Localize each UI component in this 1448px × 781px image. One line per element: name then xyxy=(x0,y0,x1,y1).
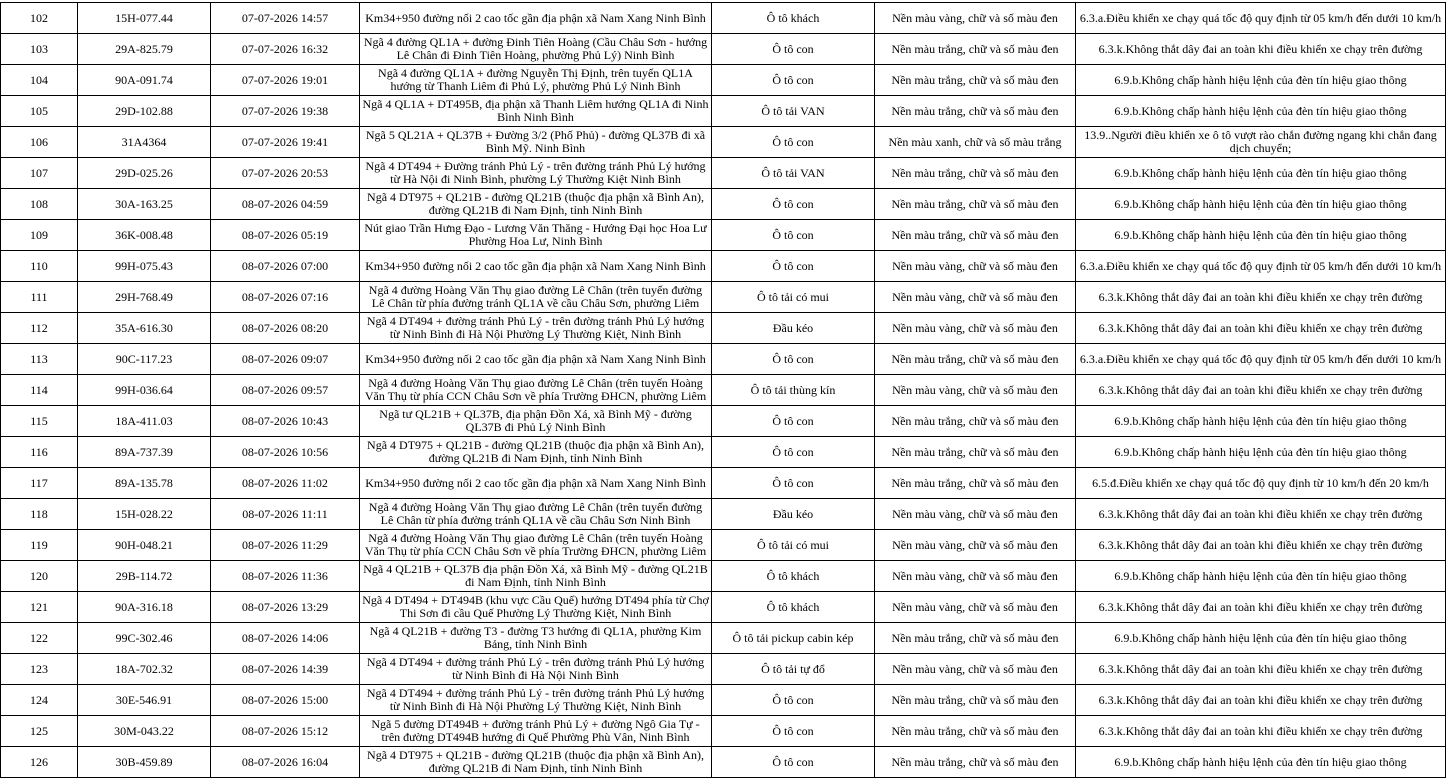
table-row xyxy=(1,716,1446,747)
violation-time-cell: 08-07-2026 14:06 xyxy=(211,623,360,654)
violation-description-cell: 6.3.k.Không thắt dây đai an toàn khi điều khiển xe chạy trên đường xyxy=(1076,592,1446,623)
table-row xyxy=(1,592,1446,623)
vehicle-type-cell: Ô tô con xyxy=(712,251,875,282)
violation-time-cell: 08-07-2026 15:12 xyxy=(211,716,360,747)
table-row xyxy=(1,127,1446,158)
license-plate-cell: 30M-043.22 xyxy=(78,716,211,747)
violation-location-cell: Ngã 4 đường Hoàng Văn Thụ giao đường Lê Chân (trên tuyến Hoàng Văn Thụ từ phía CCN Châu Sơn về phía Trường ĐHCN, phường Liêm xyxy=(360,375,712,406)
plate-color-cell: Nền màu trắng, chữ và số màu đen xyxy=(875,437,1076,468)
vehicle-type-cell: Ô tô tải có mui xyxy=(712,282,875,313)
row-number-cell: 105 xyxy=(1,96,78,127)
row-number-cell: 121 xyxy=(1,592,78,623)
violation-description-cell: 6.3.a.Điều khiển xe chạy quá tốc độ quy định từ 05 km/h đến dưới 10 km/h xyxy=(1076,251,1446,282)
violation-description-cell: 6.9.b.Không chấp hành hiệu lệnh của đèn tín hiệu giao thông xyxy=(1076,747,1446,778)
license-plate-cell: 99H-036.64 xyxy=(78,375,211,406)
violation-location-cell: Ngã 4 DT975 + QL21B - đường QL21B (thuộc địa phận xã Bình An), đường QL21B đi Nam Định, tỉnh Ninh Bình xyxy=(360,747,712,778)
table-row xyxy=(1,685,1446,716)
table-row xyxy=(1,530,1446,561)
row-number-cell: 112 xyxy=(1,313,78,344)
violation-description-cell: 6.9.b.Không chấp hành hiệu lệnh của đèn tín hiệu giao thông xyxy=(1076,65,1446,96)
vehicle-type-cell: Ô tô con xyxy=(712,685,875,716)
vehicle-type-cell: Ô tô tải tự đổ xyxy=(712,654,875,685)
plate-color-cell: Nền màu trắng, chữ và số màu đen xyxy=(875,406,1076,437)
violation-time-cell: 08-07-2026 09:07 xyxy=(211,344,360,375)
plate-color-cell: Nền màu trắng, chữ và số màu đen xyxy=(875,96,1076,127)
row-number-cell: 103 xyxy=(1,34,78,65)
table-row xyxy=(1,375,1446,406)
vehicle-type-cell: Ô tô con xyxy=(712,34,875,65)
plate-color-cell: Nền màu vàng, chữ và số màu đen xyxy=(875,499,1076,530)
license-plate-cell: 30A-163.25 xyxy=(78,189,211,220)
vehicle-type-cell: Ô tô con xyxy=(712,65,875,96)
plate-color-cell: Nền màu vàng, chữ và số màu đen xyxy=(875,282,1076,313)
table-row xyxy=(1,406,1446,437)
license-plate-cell: 18A-411.03 xyxy=(78,406,211,437)
table-row xyxy=(1,313,1446,344)
violation-description-cell: 6.3.k.Không thắt dây đai an toàn khi điều khiển xe chạy trên đường xyxy=(1076,499,1446,530)
row-number-cell: 122 xyxy=(1,623,78,654)
vehicle-type-cell: Ô tô con xyxy=(712,747,875,778)
violation-description-cell: 6.3.k.Không thắt dây đai an toàn khi điều khiển xe chạy trên đường xyxy=(1076,282,1446,313)
vehicle-type-cell: Ô tô tải pickup cabin kép xyxy=(712,623,875,654)
license-plate-cell: 30E-546.91 xyxy=(78,685,211,716)
table-row xyxy=(1,220,1446,251)
plate-color-cell: Nền màu trắng, chữ và số màu đen xyxy=(875,685,1076,716)
row-number-cell: 110 xyxy=(1,251,78,282)
license-plate-cell: 29B-114.72 xyxy=(78,561,211,592)
violation-time-cell: 07-07-2026 19:01 xyxy=(211,65,360,96)
violation-description-cell: 6.3.k.Không thắt dây đai an toàn khi điều khiển xe chạy trên đường xyxy=(1076,34,1446,65)
row-number-cell: 104 xyxy=(1,65,78,96)
violation-time-cell: 08-07-2026 11:29 xyxy=(211,530,360,561)
vehicle-type-cell: Ô tô con xyxy=(712,406,875,437)
plate-color-cell: Nền màu vàng, chữ và số màu đen xyxy=(875,251,1076,282)
violation-description-cell: 6.9.b.Không chấp hành hiệu lệnh của đèn tín hiệu giao thông xyxy=(1076,220,1446,251)
row-number-cell: 109 xyxy=(1,220,78,251)
violation-description-cell: 6.9.b.Không chấp hành hiệu lệnh của đèn tín hiệu giao thông xyxy=(1076,406,1446,437)
license-plate-cell: 31A4364 xyxy=(78,127,211,158)
violation-time-cell: 08-07-2026 07:00 xyxy=(211,251,360,282)
row-number-cell: 114 xyxy=(1,375,78,406)
table-row xyxy=(1,251,1446,282)
vehicle-type-cell: Ô tô tải có mui xyxy=(712,530,875,561)
table-row xyxy=(1,189,1446,220)
violations-table xyxy=(0,2,1446,778)
violation-time-cell: 08-07-2026 10:43 xyxy=(211,406,360,437)
row-number-cell: 107 xyxy=(1,158,78,189)
violation-time-cell: 08-07-2026 11:11 xyxy=(211,499,360,530)
violation-description-cell: 6.9.b.Không chấp hành hiệu lệnh của đèn tín hiệu giao thông xyxy=(1076,158,1446,189)
violation-location-cell: Km34+950 đường nối 2 cao tốc gần địa phận xã Nam Xang Ninh Bình xyxy=(360,468,712,499)
violation-description-cell: 6.3.k.Không thắt dây đai an toàn khi điều khiển xe chạy trên đường xyxy=(1076,313,1446,344)
table-row xyxy=(1,344,1446,375)
violation-location-cell: Km34+950 đường nối 2 cao tốc gần địa phận xã Nam Xang Ninh Bình xyxy=(360,251,712,282)
plate-color-cell: Nền màu trắng, chữ và số màu đen xyxy=(875,468,1076,499)
plate-color-cell: Nền màu trắng, chữ và số màu đen xyxy=(875,189,1076,220)
violation-location-cell: Ngã 5 QL21A + QL37B + Đường 3/2 (Phố Phủ) - đường QL37B đi xã Bình Mỹ. Ninh Bình xyxy=(360,127,712,158)
row-number-cell: 106 xyxy=(1,127,78,158)
license-plate-cell: 15H-077.44 xyxy=(78,3,211,34)
plate-color-cell: Nền màu vàng, chữ và số màu đen xyxy=(875,3,1076,34)
vehicle-type-cell: Ô tô tải VAN xyxy=(712,158,875,189)
violation-time-cell: 08-07-2026 07:16 xyxy=(211,282,360,313)
plate-color-cell: Nền màu trắng, chữ và số màu đen xyxy=(875,65,1076,96)
violation-time-cell: 08-07-2026 09:57 xyxy=(211,375,360,406)
violation-location-cell: Ngã 4 DT494 + đường tránh Phủ Lý - trên đường tránh Phủ Lý hướng từ Ninh Bình đi Hà Nội Phường Lý Thường Kiệt, Ninh Bình xyxy=(360,685,712,716)
violation-location-cell: Ngã 4 DT494 + đường tránh Phủ Lý - trên đường tránh Phủ Lý hướng từ Ninh Bình đi Hà Nội Ninh Bình xyxy=(360,654,712,685)
violation-location-cell: Ngã 4 DT494 + đường tránh Phủ Lý - trên đường tránh Phủ Lý hướng từ Ninh Bình đi Hà Nội Phường Lý Thường Kiệt, Ninh Bình xyxy=(360,313,712,344)
violation-description-cell: 6.9.b.Không chấp hành hiệu lệnh của đèn tín hiệu giao thông xyxy=(1076,189,1446,220)
vehicle-type-cell: Ô tô khách xyxy=(712,592,875,623)
violation-location-cell: Km34+950 đường nối 2 cao tốc gần địa phận xã Nam Xang Ninh Bình xyxy=(360,3,712,34)
license-plate-cell: 29D-025.26 xyxy=(78,158,211,189)
violation-time-cell: 08-07-2026 11:02 xyxy=(211,468,360,499)
violation-description-cell: 6.5.đ.Điều khiển xe chạy quá tốc độ quy định từ 10 km/h đến 20 km/h xyxy=(1076,468,1446,499)
table-row xyxy=(1,468,1446,499)
row-number-cell: 120 xyxy=(1,561,78,592)
violation-description-cell: 6.3.k.Không thắt dây đai an toàn khi điều khiển xe chạy trên đường xyxy=(1076,685,1446,716)
plate-color-cell: Nền màu trắng, chữ và số màu đen xyxy=(875,344,1076,375)
violation-description-cell: 13.9..Người điều khiển xe ô tô vượt rào chắn đường ngang khi chắn đang dịch chuyển; xyxy=(1076,127,1446,158)
violation-time-cell: 08-07-2026 15:00 xyxy=(211,685,360,716)
violation-time-cell: 08-07-2026 13:29 xyxy=(211,592,360,623)
violation-time-cell: 08-07-2026 05:19 xyxy=(211,220,360,251)
license-plate-cell: 90C-117.23 xyxy=(78,344,211,375)
violation-description-cell: 6.3.k.Không thắt dây đai an toàn khi điều khiển xe chạy trên đường xyxy=(1076,375,1446,406)
vehicle-type-cell: Đầu kéo xyxy=(712,313,875,344)
violation-time-cell: 07-07-2026 16:32 xyxy=(211,34,360,65)
license-plate-cell: 29A-825.79 xyxy=(78,34,211,65)
violation-time-cell: 07-07-2026 20:53 xyxy=(211,158,360,189)
vehicle-type-cell: Ô tô tải thùng kín xyxy=(712,375,875,406)
license-plate-cell: 90A-316.18 xyxy=(78,592,211,623)
vehicle-type-cell: Ô tô khách xyxy=(712,3,875,34)
row-number-cell: 126 xyxy=(1,747,78,778)
violation-location-cell: Ngã 4 QL1A + DT495B, địa phận xã Thanh Liêm hướng QL1A đi Ninh Bình Ninh Bình xyxy=(360,96,712,127)
row-number-cell: 124 xyxy=(1,685,78,716)
license-plate-cell: 35A-616.30 xyxy=(78,313,211,344)
violation-location-cell: Ngã 4 đường Hoàng Văn Thụ giao đường Lê Chân (trên tuyến đường Lê Chân từ phía đường tránh QL1A về cầu Châu Sơn Ninh Bình xyxy=(360,499,712,530)
violation-description-cell: 6.9.b.Không chấp hành hiệu lệnh của đèn tín hiệu giao thông xyxy=(1076,437,1446,468)
row-number-cell: 119 xyxy=(1,530,78,561)
violation-location-cell: Ngã 5 đường DT494B + đường tránh Phủ Lý + đường Ngô Gia Tự - trên đường DT494B hướng đi Quế Phường Phù Vân, Ninh Bình xyxy=(360,716,712,747)
violation-location-cell: Km34+950 đường nối 2 cao tốc gần địa phận xã Nam Xang Ninh Bình xyxy=(360,344,712,375)
license-plate-cell: 90H-048.21 xyxy=(78,530,211,561)
license-plate-cell: 15H-028.22 xyxy=(78,499,211,530)
license-plate-cell: 30B-459.89 xyxy=(78,747,211,778)
license-plate-cell: 18A-702.32 xyxy=(78,654,211,685)
row-number-cell: 117 xyxy=(1,468,78,499)
table-row xyxy=(1,3,1446,34)
vehicle-type-cell: Ô tô con xyxy=(712,189,875,220)
vehicle-type-cell: Đầu kéo xyxy=(712,499,875,530)
vehicle-type-cell: Ô tô con xyxy=(712,468,875,499)
violation-time-cell: 07-07-2026 19:38 xyxy=(211,96,360,127)
plate-color-cell: Nền màu vàng, chữ và số màu đen xyxy=(875,592,1076,623)
plate-color-cell: Nền màu trắng, chữ và số màu đen xyxy=(875,623,1076,654)
violation-time-cell: 08-07-2026 10:56 xyxy=(211,437,360,468)
license-plate-cell: 29H-768.49 xyxy=(78,282,211,313)
plate-color-cell: Nền màu trắng, chữ và số màu đen xyxy=(875,34,1076,65)
plate-color-cell: Nền màu vàng, chữ và số màu đen xyxy=(875,313,1076,344)
violation-description-cell: 6.3.k.Không thắt dây đai an toàn khi điều khiển xe chạy trên đường xyxy=(1076,530,1446,561)
plate-color-cell: Nền màu vàng, chữ và số màu đen xyxy=(875,561,1076,592)
plate-color-cell: Nền màu xanh, chữ và số màu trắng xyxy=(875,127,1076,158)
table-row xyxy=(1,654,1446,685)
plate-color-cell: Nền màu trắng, chữ và số màu đen xyxy=(875,747,1076,778)
plate-color-cell: Nền màu trắng, chữ và số màu đen xyxy=(875,220,1076,251)
violation-location-cell: Ngã 4 DT975 + QL21B - đường QL21B (thuộc địa phận xã Bình An), đường QL21B đi Nam Định, tỉnh Ninh Bình xyxy=(360,189,712,220)
license-plate-cell: 89A-135.78 xyxy=(78,468,211,499)
table-row xyxy=(1,499,1446,530)
vehicle-type-cell: Ô tô khách xyxy=(712,561,875,592)
violation-time-cell: 08-07-2026 08:20 xyxy=(211,313,360,344)
row-number-cell: 111 xyxy=(1,282,78,313)
violation-location-cell: Ngã 4 đường Hoàng Văn Thụ giao đường Lê Chân (trên tuyến Hoàng Văn Thụ từ phía CCN Châu Sơn về phía Trường ĐHCN, phường Liêm xyxy=(360,530,712,561)
violation-description-cell: 6.3.a.Điều khiển xe chạy quá tốc độ quy định từ 05 km/h đến dưới 10 km/h xyxy=(1076,3,1446,34)
violation-time-cell: 08-07-2026 14:39 xyxy=(211,654,360,685)
plate-color-cell: Nền màu trắng, chữ và số màu đen xyxy=(875,158,1076,189)
row-number-cell: 113 xyxy=(1,344,78,375)
violations-table-body xyxy=(1,3,1446,778)
row-number-cell: 115 xyxy=(1,406,78,437)
vehicle-type-cell: Ô tô tải VAN xyxy=(712,96,875,127)
violation-location-cell: Ngã 4 DT494 + DT494B (khu vực Cầu Quế) hướng DT494 phía từ Chợ Thi Sơn đi cầu Quế Phường Lý Thường Kiệt, Ninh Bình xyxy=(360,592,712,623)
license-plate-cell: 36K-008.48 xyxy=(78,220,211,251)
row-number-cell: 118 xyxy=(1,499,78,530)
violation-time-cell: 08-07-2026 04:59 xyxy=(211,189,360,220)
table-row xyxy=(1,561,1446,592)
license-plate-cell: 99C-302.46 xyxy=(78,623,211,654)
vehicle-type-cell: Ô tô con xyxy=(712,127,875,158)
table-row xyxy=(1,747,1446,778)
license-plate-cell: 89A-737.39 xyxy=(78,437,211,468)
plate-color-cell: Nền màu vàng, chữ và số màu đen xyxy=(875,654,1076,685)
violation-location-cell: Ngã 4 DT494 + Đường tránh Phủ Lý - trên đường tránh Phủ Lý hướng từ Hà Nội đi Ninh Bình, phường Lý Thường Kiệt Ninh Bình xyxy=(360,158,712,189)
table-row xyxy=(1,158,1446,189)
row-number-cell: 125 xyxy=(1,716,78,747)
violation-time-cell: 08-07-2026 11:36 xyxy=(211,561,360,592)
vehicle-type-cell: Ô tô con xyxy=(712,437,875,468)
license-plate-cell: 29D-102.88 xyxy=(78,96,211,127)
violation-time-cell: 08-07-2026 16:04 xyxy=(211,747,360,778)
violation-description-cell: 6.3.a.Điều khiển xe chạy quá tốc độ quy định từ 05 km/h đến dưới 10 km/h xyxy=(1076,344,1446,375)
violation-location-cell: Ngã tư QL21B + QL37B, địa phận Đồn Xá, xã Bình Mỹ - đường QL37B đi Phủ Lý Ninh Bình xyxy=(360,406,712,437)
table-row xyxy=(1,34,1446,65)
violation-time-cell: 07-07-2026 14:57 xyxy=(211,3,360,34)
plate-color-cell: Nền màu vàng, chữ và số màu đen xyxy=(875,530,1076,561)
violation-location-cell: Nút giao Trần Hưng Đạo - Lương Văn Thăng - Hướng Đại học Hoa Lư Phường Hoa Lư, Ninh Bình xyxy=(360,220,712,251)
violation-location-cell: Ngã 4 đường QL1A + đường Nguyễn Thị Định, trên tuyến QL1A hướng từ Thanh Liêm đi Phủ Lý, phường Phủ Lý Ninh Bình xyxy=(360,65,712,96)
table-row xyxy=(1,65,1446,96)
row-number-cell: 108 xyxy=(1,189,78,220)
table-row xyxy=(1,282,1446,313)
violation-location-cell: Ngã 4 đường Hoàng Văn Thụ giao đường Lê Chân (trên tuyến đường Lê Chân từ phía đường tránh QL1A về cầu Châu Sơn, phường Liêm xyxy=(360,282,712,313)
violation-location-cell: Ngã 4 QL21B + QL37B địa phận Đồn Xá, xã Bình Mỹ - đường QL21B đi Nam Định, tỉnh Ninh Bình xyxy=(360,561,712,592)
violation-description-cell: 6.9.b.Không chấp hành hiệu lệnh của đèn tín hiệu giao thông xyxy=(1076,96,1446,127)
table-row xyxy=(1,623,1446,654)
violation-description-cell: 6.3.k.Không thắt dây đai an toàn khi điều khiển xe chạy trên đường xyxy=(1076,654,1446,685)
violation-time-cell: 07-07-2026 19:41 xyxy=(211,127,360,158)
vehicle-type-cell: Ô tô con xyxy=(712,716,875,747)
violation-description-cell: 6.9.b.Không chấp hành hiệu lệnh của đèn tín hiệu giao thông xyxy=(1076,561,1446,592)
row-number-cell: 116 xyxy=(1,437,78,468)
violation-location-cell: Ngã 4 QL21B + đường T3 - đường T3 hướng đi QL1A, phường Kim Bảng, tỉnh Ninh Bình xyxy=(360,623,712,654)
violation-location-cell: Ngã 4 đường QL1A + đường Đinh Tiên Hoàng (Cầu Châu Sơn - hướng Lê Chân đi Đinh Tiên Hoàng, phường Phủ Lý) Ninh Bình xyxy=(360,34,712,65)
violation-location-cell: Ngã 4 DT975 + QL21B - đường QL21B (thuộc địa phận xã Bình An), đường QL21B đi Nam Định, tỉnh Ninh Bình xyxy=(360,437,712,468)
license-plate-cell: 90A-091.74 xyxy=(78,65,211,96)
table-row xyxy=(1,437,1446,468)
vehicle-type-cell: Ô tô con xyxy=(712,220,875,251)
license-plate-cell: 99H-075.43 xyxy=(78,251,211,282)
table-row xyxy=(1,96,1446,127)
vehicle-type-cell: Ô tô con xyxy=(712,344,875,375)
plate-color-cell: Nền màu trắng, chữ và số màu đen xyxy=(875,716,1076,747)
row-number-cell: 123 xyxy=(1,654,78,685)
plate-color-cell: Nền màu vàng, chữ và số màu đen xyxy=(875,375,1076,406)
violation-description-cell: 6.9.b.Không chấp hành hiệu lệnh của đèn tín hiệu giao thông xyxy=(1076,623,1446,654)
row-number-cell: 102 xyxy=(1,3,78,34)
violation-description-cell: 6.3.k.Không thắt dây đai an toàn khi điều khiển xe chạy trên đường xyxy=(1076,716,1446,747)
